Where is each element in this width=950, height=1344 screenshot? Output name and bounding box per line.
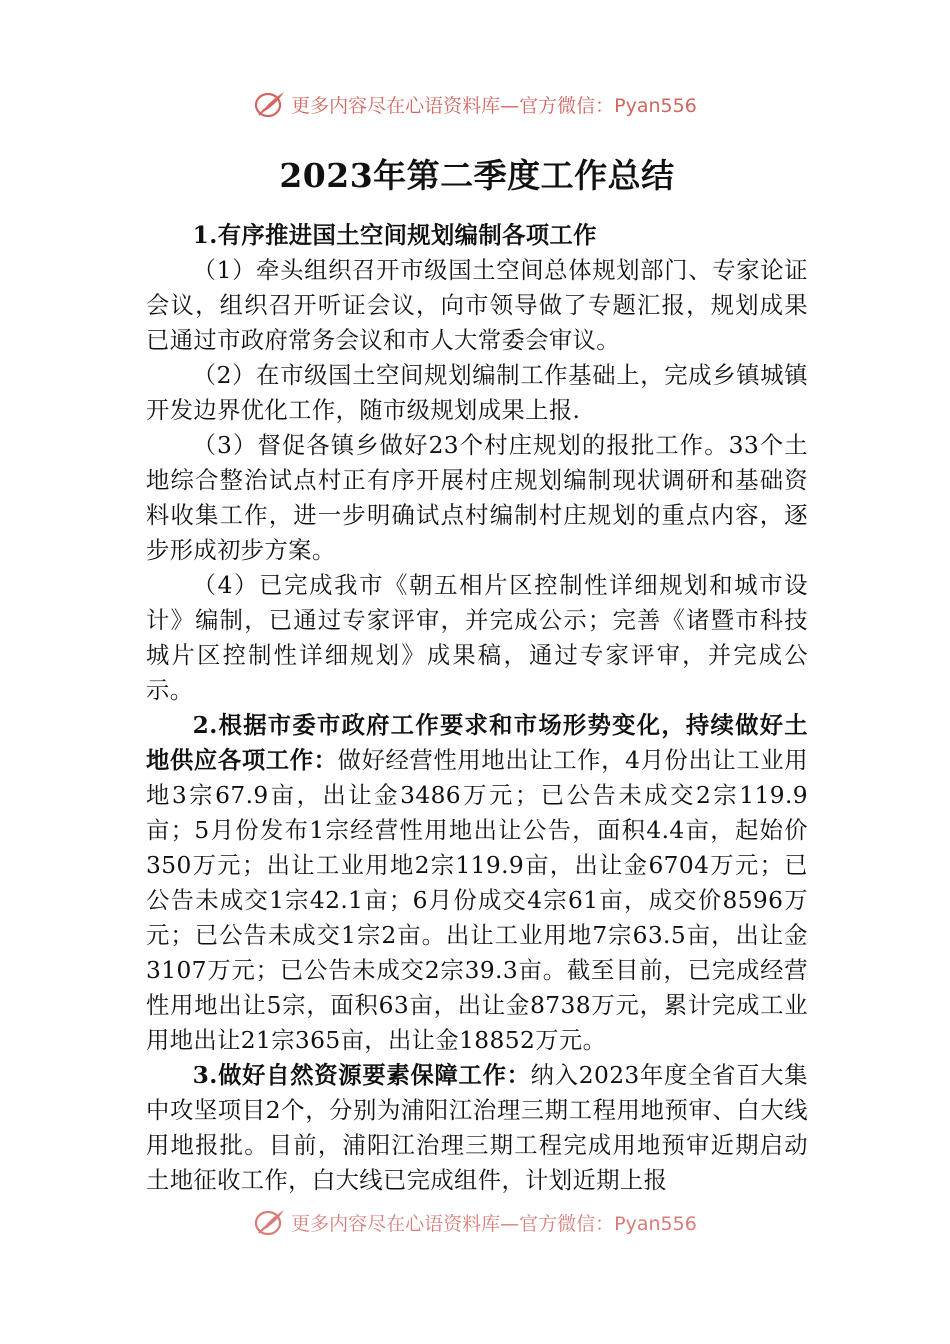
section-2-paragraph bbox=[146, 708, 808, 1058]
section-1-item-1: （1）牵头组织召开市级国土空间总体规划部门、专家论证会议，组织召开听证会议，向市领导做了专题汇报，规划成果已通过市政府常务会议和市人大常委会审议。 bbox=[146, 257, 808, 354]
section-3-lead: 3.做好自然资源要素保障工作： bbox=[192, 1062, 531, 1089]
watermark-text: 更多内容尽在心语资料库—官方微信：Pyan556 bbox=[291, 94, 697, 117]
section-1-item-3: （3）督促各镇乡做好23个村庄规划的报批工作。33个土地综合整治试点村正有序开展村庄规划编制现状调研和基础资料收集工作，进一步明确试点村编制村庄规划的重点内容，逐步形成初步方案。 bbox=[146, 432, 808, 564]
section-2-lead: 2.根据市委市政府工作要求和市场形势变化，持续做好土地供应各项工作： bbox=[146, 712, 808, 774]
document-body bbox=[146, 150, 808, 1198]
watermark-footer bbox=[0, 1202, 950, 1242]
document-title: 2023年第二季度工作总结 bbox=[279, 156, 675, 195]
watermark-text: 更多内容尽在心语资料库—官方微信：Pyan556 bbox=[291, 1212, 697, 1235]
section-1-item-2: （2）在市级国土空间规划编制工作基础上，完成乡镇城镇开发边界优化工作，随市级规划成果上报. bbox=[146, 362, 808, 424]
section-1-item-4: （4）已完成我市《朝五相片区控制性详细规划和城市设计》编制，已通过专家评审，并完成公示；完善《诸暨市科技城片区控制性详细规划》成果稿，通过专家评审，并完成公示。 bbox=[146, 572, 808, 704]
section-1-heading: 1.有序推进国土空间规划编制各项工作 bbox=[192, 222, 597, 249]
quill-logo-icon bbox=[253, 1207, 287, 1237]
section-2-body: 做好经营性用地出让工作，4月份出让工业用地3宗67.9亩，出让金3486万元；已公告未成交2宗119.9亩；5月份发布1宗经营性用地出让公告，面积4.4亩，起始价350万元；出让工业用地2宗119.9亩，出让金6704万元；已公告未成交1宗42.1亩；6月份成交4宗61亩，成交价8596万元；已公告未成交1宗2亩。出让工业用地7宗63.5亩，出让金3107万元；已公告未成交2宗39.3亩。截至目前，已完成经营性用地出让5宗，面积63亩，出让金8738万元，累计完成工业用地出让21宗365亩，出让金18852万元。 bbox=[146, 747, 808, 1054]
watermark-header bbox=[0, 84, 950, 124]
section-3-paragraph bbox=[146, 1058, 808, 1198]
quill-logo-icon bbox=[253, 89, 287, 119]
section-3-body: 纳入2023年度全省百大集中攻坚项目2个，分别为浦阳江治理三期工程用地预审、白大线用地报批。目前，浦阳江治理三期工程完成用地预审近期启动土地征收工作，白大线已完成组件，计划近期上报 bbox=[146, 1062, 808, 1194]
